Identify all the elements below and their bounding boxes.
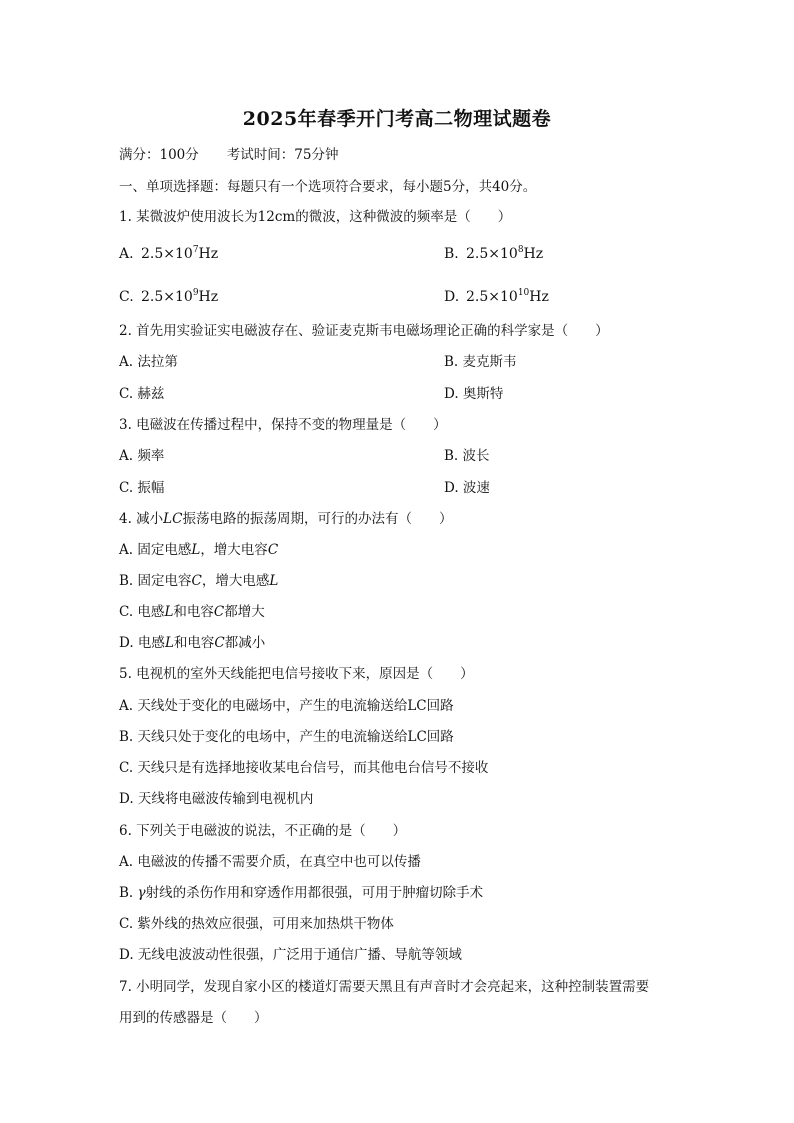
q2-option-b: B. 麦克斯韦	[444, 354, 517, 370]
q3-option-d: D. 波速	[444, 480, 490, 496]
q5-option-b: B. 天线只处于变化的电场中，产生的电流输送给LC回路	[119, 729, 454, 745]
option-unit: Hz	[198, 289, 219, 305]
q3-option-b: B. 波长	[444, 448, 490, 464]
option-unit: Hz	[198, 246, 219, 262]
option-text: 射线的杀伤作用和穿透作用都很强，可用于肿瘤切除手术	[145, 885, 484, 901]
variable: C	[214, 635, 225, 651]
variable: L	[164, 604, 174, 620]
option-text: B. 固定电容	[119, 573, 192, 589]
stem-text: 4. 减小	[119, 511, 164, 527]
variable: L	[269, 573, 279, 589]
option-text: ，增大电感	[201, 573, 270, 589]
q1-option-b	[444, 245, 543, 263]
question-5-stem: 5. 电视机的室外天线能把电信号接收下来，原因是（ ）	[119, 666, 474, 682]
option-letter: C.	[119, 289, 134, 305]
option-text: 和电容	[173, 604, 214, 620]
option-text: ，增大电容	[200, 542, 268, 558]
q5-option-d: D. 天线将电磁波传输到电视机内	[119, 791, 314, 807]
q3-option-c: C. 振幅	[119, 480, 165, 496]
option-mantissa: 2.5×10	[466, 289, 518, 305]
option-text: 都增大	[224, 604, 265, 620]
q6-option-d: D. 无线电波波动性很强，广泛用于通信广播、导航等领域	[119, 947, 462, 963]
variable-lc: LC	[163, 511, 183, 527]
q3-option-a: A. 频率	[119, 448, 165, 464]
option-exponent: 9	[192, 288, 199, 298]
option-exponent: 7	[192, 245, 199, 255]
variable: L	[191, 542, 201, 558]
option-mantissa: 2.5×10	[466, 246, 518, 262]
option-text: 和电容	[173, 635, 215, 651]
option-letter: B.	[444, 246, 459, 262]
exam-title: 2025年春季开门考高二物理试题卷	[242, 108, 552, 130]
section-heading: 一、单项选择题：每题只有一个选项符合要求，每小题5分，共40分。	[119, 179, 537, 195]
option-mantissa: 2.5×10	[141, 289, 193, 305]
q1-option-c	[119, 288, 218, 306]
option-exponent: 10	[517, 288, 530, 298]
q5-option-c: C. 天线只是有选择地接收某电台信号，而其他电台信号不接收	[119, 760, 489, 776]
q4-option-b	[119, 572, 278, 590]
question-7-stem-line1: 7. 小明同学，发现自家小区的楼道灯需要天黑且有声音时才会亮起来，这种控制装置需要	[119, 979, 650, 995]
question-2-stem: 2. 首先用实验证实电磁波存在、验证麦克斯韦电磁场理论正确的科学家是（ ）	[119, 323, 609, 339]
q6-option-a: A. 电磁波的传播不需要介质，在真空中也可以传播	[119, 854, 421, 870]
question-1-stem: 1. 某微波炉使用波长为12cm的微波，这种微波的频率是（ ）	[119, 209, 512, 225]
variable: L	[164, 635, 174, 651]
q2-option-a: A. 法拉第	[119, 354, 178, 370]
option-unit: Hz	[523, 246, 544, 262]
option-letter: A.	[119, 246, 134, 262]
q2-option-c: C. 赫兹	[119, 386, 165, 402]
option-mantissa: 2.5×10	[141, 246, 193, 262]
q1-option-a	[119, 245, 218, 263]
question-4-stem	[119, 510, 452, 528]
q6-option-c: C. 紫外线的热效应很强，可用来加热烘干物体	[119, 916, 394, 932]
stem-text: 振荡电路的振荡周期，可行的办法有（ ）	[182, 511, 453, 527]
option-text: A. 固定电感	[119, 542, 192, 558]
option-text: C. 电感	[119, 604, 165, 620]
question-7-stem-line2: 用到的传感器是（ ）	[119, 1010, 268, 1026]
q1-option-d	[444, 288, 549, 306]
q2-option-d: D. 奥斯特	[444, 386, 504, 402]
q4-option-c	[119, 603, 265, 621]
variable: C	[267, 542, 279, 558]
option-exponent: 8	[517, 245, 524, 255]
option-text: D. 电感	[119, 635, 165, 651]
exam-time: 考试时间：75分钟	[226, 147, 339, 163]
q6-option-b	[119, 884, 483, 902]
option-letter: D.	[444, 289, 460, 305]
question-6-stem: 6. 下列关于电磁波的说法，不正确的是（ ）	[119, 823, 407, 839]
option-text: 都减小	[224, 635, 266, 651]
question-3-stem: 3. 电磁波在传播过程中，保持不变的物理量是（ ）	[119, 417, 447, 433]
variable: C	[213, 604, 225, 620]
variable: C	[191, 573, 202, 589]
gamma-symbol: γ	[137, 885, 146, 901]
exam-meta	[119, 146, 338, 164]
full-score: 满分：100分	[119, 147, 199, 163]
option-unit: Hz	[529, 289, 549, 305]
q4-option-d	[119, 634, 265, 652]
q4-option-a	[119, 541, 278, 559]
option-text: B.	[119, 885, 138, 901]
q5-option-a: A. 天线处于变化的电磁场中，产生的电流输送给LC回路	[119, 698, 454, 714]
